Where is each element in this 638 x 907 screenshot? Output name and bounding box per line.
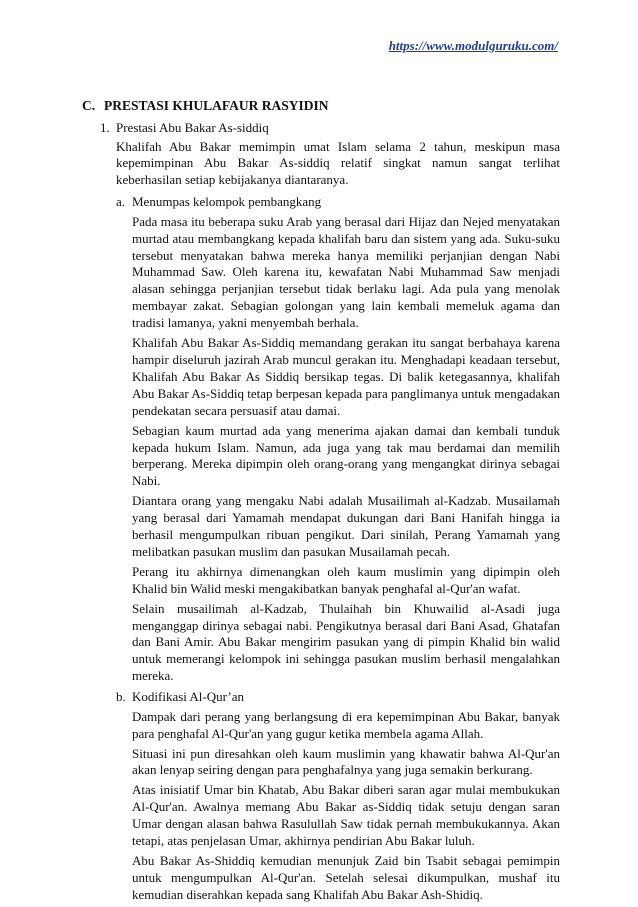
paragraph: Perang itu akhirnya dimenangkan oleh kaum muslimin yang dipimpin oleh Khalid bin Walid meski mengakibatkan banyak penghafal al-Qur'an wafat. — [132, 563, 560, 596]
paragraph: Abu Bakar As-Shiddiq kemudian menunjuk Zaid bin Tsabit sebagai pemimpin untuk mengumpulkan Al-Qur'an. Setelah selesai dikumpulkan, mushaf itu kemudian diserahkan kepada sang Khalifah Abu Bakar Ash-Shidiq. — [132, 852, 560, 902]
subsection-heading-b — [116, 688, 560, 706]
header-url-link[interactable]: https://www.modulguruku.com/ — [388, 38, 558, 53]
item-number: 1. — [100, 120, 110, 135]
item-heading — [100, 119, 560, 137]
document-content — [82, 96, 560, 907]
paragraph: Pada masa itu beberapa suku Arab yang berasal dari Hijaz dan Nejed menyatakan murtad atau membangkang kepada khalifah baru dan sistem yang ada. Suku-suku tersebut menyatakan bahwa mereka hanya memiliki perjanjian dengan Nabi Muhammad Saw. Oleh karena itu, kewafatan Nabi Muhammad Saw menjadi alasan sehingga perjanjian tersebut tidak berlaku lagi. Ada pula yang menolak membayar zakat. Sebagian golongan yang lain kembali memeluk agama dan tradisi lamanya, yakni menyembah berhala. — [132, 213, 560, 331]
paragraph: Sebagian kaum murtad ada yang menerima ajakan damai dan kembali tunduk kepada hukum Islam. Namun, ada juga yang tak mau berdamai dan memilih berperang. Mereka dipimpin oleh orang-orang yang mengangkat dirinya sebagai Nabi. — [132, 422, 560, 489]
paragraph: Diantara orang yang mengaku Nabi adalah Musailimah al-Kadzab. Musailamah yang berasal dari Yamamah mendapat dukungan dari Bani Hanifah hingga ia berhasil mengumpulkan ribuan pengikut. Dari sinilah, Perang Yamamah yang melibatkan pasukan muslim dan pasukan Musailamah pecah. — [132, 493, 560, 559]
item-intro-paragraph: Khalifah Abu Bakar memimpin umat Islam selama 2 tahun, meskipun masa kepemimpinan Abu Bakar As-siddiq relatif singkat namun sangat terlihat keberhasilan setiap kebijakanya diantaranya. — [116, 138, 560, 188]
paragraph: Selain musailimah al-Kadzab, Thulaihah bin Khuwailid al-Asadi juga menganggap dirinya sebagai nabi. Pengikutnya berasal dari Bani Asad, Ghatafan dan Bani Amir. Abu Bakar mengirim pasukan yang di pimpin Khalid bin walid untuk memerangi kelompok ini sehingga pasukan muslim berhasil mengalahkan mereka. — [132, 600, 560, 684]
subsection-title: Menumpas kelompok pembangkang — [132, 194, 322, 210]
section-title: PRESTASI KHULAFAUR RASYIDIN — [104, 98, 329, 113]
section-heading — [82, 96, 560, 115]
item-title: Prestasi Abu Bakar As-siddiq — [116, 120, 269, 135]
paragraph: Atas inisiatif Umar bin Khatab, Abu Bakar diberi saran agar mulai membukukan Al-Qur'an. Awalnya memang Abu Bakar as-Siddiq tidak setuju dengan saran Umar dengan alasan bahwa Rasulullah Saw tidak pernah membukukannya. Akan tetapi, atas penjelasan Umar, akhirnya pendirian Abu Bakar luluh. — [132, 782, 560, 849]
paragraph: Dampak dari perang yang berlangsung di era kepemimpinan Abu Bakar, banyak para penghafal Al-Qur'an yang gugur ketika membela agama Allah. — [132, 708, 560, 741]
subsection-letter: a. — [116, 194, 126, 210]
paragraph: Khalifah Abu Bakar As-Siddiq memandang gerakan itu sangat berbahaya karena hampir diseluruh jazirah Arab muncul gerakan itu. Menghadapi keadaan tersebut, Khalifah Abu Bakar As Siddiq bersikap tegas. Di balik ketegasannya, khalifah Abu Bakar As-Siddiq tetap berpesan kepada para panglimanya untuk mengadakan pendekatan secara persuasif atau damai. — [132, 335, 560, 418]
section-letter: C. — [82, 98, 96, 113]
subsection-title: Kodifikasi Al-Qur’an — [132, 689, 245, 705]
subsection-letter: b. — [116, 689, 126, 705]
paragraph: Situasi ini pun diresahkan oleh kaum muslimin yang khawatir bahwa Al-Qur'an akan lenyap seiring dengan para penghafalnya yang juga semakin berkurang. — [132, 745, 560, 778]
subsection-heading-a — [116, 193, 560, 211]
